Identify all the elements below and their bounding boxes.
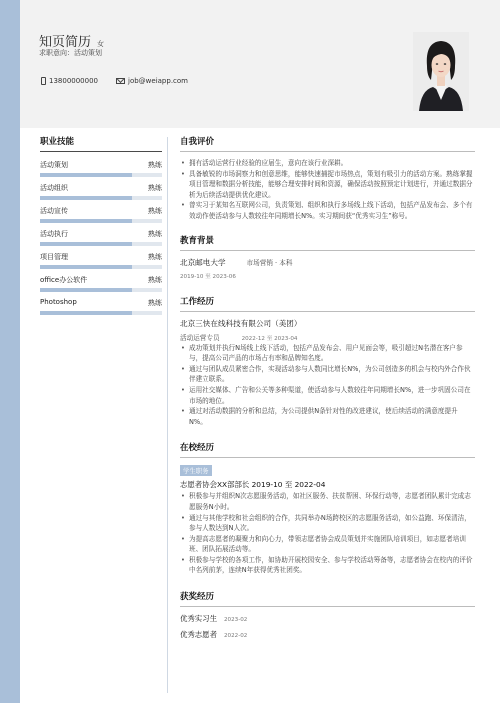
skill-name: 活动执行 [40, 230, 68, 238]
skill-item [40, 206, 162, 223]
award-name: 优秀志愿者 [180, 630, 217, 640]
award-date: 2023-02 [223, 617, 248, 624]
list-item: • 具备敏锐的市场洞察力和创意思维，能够快速捕捉市场热点，策划有吸引力的活动方案。熟练掌握项目管理和数据分析技能，能够合理安排时间和资源，确保活动按照预定计划进行，并通过数据分析为后续活动提供优化建议。 [180, 169, 475, 201]
skill-item [40, 229, 162, 246]
skill-bar-fill [40, 219, 132, 223]
award-date: 2022-02 [223, 633, 248, 640]
skill-bar [40, 219, 162, 223]
skill-bar-fill [40, 196, 132, 200]
education-line [180, 257, 475, 268]
skill-item [40, 183, 162, 200]
skill-item [40, 275, 162, 292]
job-intent: 求职意向：活动策划 [39, 49, 102, 57]
resume-header [20, 0, 500, 128]
award-item [180, 613, 475, 624]
position-tag: 学生职务 [180, 465, 212, 476]
skill-row [40, 160, 162, 170]
candidate-name: 知页简历 [39, 35, 92, 50]
right-column [180, 135, 475, 640]
work-section [180, 295, 475, 428]
skill-bar-fill [40, 173, 132, 177]
skill-row [40, 298, 162, 308]
skill-row [40, 206, 162, 216]
skill-bar [40, 311, 162, 315]
awards-section [180, 590, 475, 640]
skill-item [40, 160, 162, 177]
awards-title: 获奖经历 [180, 590, 475, 607]
list-item: • 成功策划并执行N场线上线下活动，包括产品发布会、用户见面会等，吸引超过N名潜在客户参与，提高公司产品的市场占有率和品牌知名度。 [180, 343, 475, 364]
list-item: • 通过与团队成员紧密合作，实现活动参与人数同比增长N%，为公司创造多的机会与校内外合作伙伴建立联系。 [180, 364, 475, 385]
self-eval-section [180, 135, 475, 222]
skill-row [40, 183, 162, 193]
skill-item [40, 298, 162, 315]
list-item: • 积极参与并组织N次志愿服务活动，如社区服务、扶贫帮困、环保行动等，志愿者团队累计完成志愿服务N小时。 [180, 491, 475, 512]
skill-name: 活动组织 [40, 184, 68, 192]
job-line [180, 332, 475, 342]
candidate-gender: 女 [97, 40, 105, 48]
portrait-illustration [413, 32, 469, 111]
list-item: • 通过与其他学校和社会组织的合作，共同举办N场跨校区的志愿服务活动，如公益跑、环保清洁，参与人数达到N人次。 [180, 513, 475, 534]
accent-bar [0, 0, 20, 703]
skill-bar [40, 288, 162, 292]
skill-level: 熟练 [148, 276, 162, 284]
company-name: 北京三快在线科技有限公司（美团） [180, 318, 302, 328]
skill-row [40, 252, 162, 262]
school-name: 北京邮电大学 [180, 257, 226, 267]
award-item [180, 629, 475, 640]
column-divider [167, 137, 168, 693]
skill-row [40, 229, 162, 239]
phone-icon [41, 77, 46, 85]
award-name: 优秀实习生 [180, 614, 217, 624]
education-title: 教育背景 [180, 234, 475, 251]
skill-row [40, 275, 162, 285]
job-dates: 2022-12 至 2023-04 [241, 335, 298, 342]
skill-name: 活动宣传 [40, 207, 68, 215]
skill-level: 熟练 [148, 207, 162, 215]
skill-bar-fill [40, 242, 132, 246]
skill-bar-fill [40, 311, 132, 315]
phone-contact [41, 77, 98, 85]
contact-info [41, 77, 188, 85]
skills-title: 职业技能 [40, 135, 162, 152]
left-column [40, 135, 162, 321]
skill-bar [40, 173, 162, 177]
email-address: job@weiapp.com [128, 77, 188, 85]
list-item: • 拥有活动运营行业经验的应届生，意向在该行业深耕。 [180, 158, 475, 169]
campus-section [180, 441, 475, 576]
campus-title: 在校经历 [180, 441, 475, 458]
skill-level: 熟练 [148, 161, 162, 169]
work-list [180, 343, 475, 428]
list-item: • 通过对活动数据的分析和总结，为公司提供N条针对性的改进建议，使后续活动的满意度提升N%。 [180, 406, 475, 427]
email-contact [116, 77, 188, 85]
skill-name: 项目管理 [40, 253, 68, 261]
list-item: • 为提高志愿者的凝聚力和向心力，带领志愿者协会成员策划并实施团队培训项目，如志愿者培训班、团队拓展活动等。 [180, 534, 475, 555]
skill-item [40, 252, 162, 269]
work-title: 工作经历 [180, 295, 475, 312]
list-item: • 曾实习于某知名互联网公司，负责策划、组织和执行多场线上线下活动，包括产品发布会、多个有效动作使活动参与人数较往年同期增长N%。实习期间获“优秀实习生”称号。 [180, 200, 475, 221]
skill-name: Photoshop [40, 298, 77, 306]
self-eval-list [180, 158, 475, 222]
list-item: • 运用社交媒体、广告和公关等多种渠道，使活动参与人数较往年同期增长N%，进一步巩固公司在市场的地位。 [180, 385, 475, 406]
list-item: • 积极参与学校的各项工作，如协助开展校园安全、参与学校活动筹备等，志愿者协会在校内的评价中名列前茅，连续N年获得优秀社团奖。 [180, 555, 475, 576]
skills-list [40, 160, 162, 315]
campus-org-line: 志愿者协会XX部部长 2019-10 至 2022-04 [180, 480, 326, 490]
campus-list [180, 491, 475, 576]
self-eval-title: 自我评价 [180, 135, 475, 152]
profile-photo [413, 32, 469, 111]
skill-bar-fill [40, 288, 132, 292]
mail-icon [116, 78, 125, 84]
job-role: 活动运营专员 [180, 333, 220, 342]
skill-bar-fill [40, 265, 132, 269]
skill-name: office办公软件 [40, 276, 88, 284]
skill-level: 熟练 [148, 299, 162, 307]
major: 市场营销 · 本科 [246, 258, 293, 267]
skill-level: 熟练 [148, 230, 162, 238]
skill-name: 活动策划 [40, 161, 68, 169]
skill-bar [40, 242, 162, 246]
phone-number: 13800000000 [49, 77, 98, 85]
education-section [180, 234, 475, 280]
skill-level: 熟练 [148, 184, 162, 192]
skill-level: 熟练 [148, 253, 162, 261]
skill-bar [40, 196, 162, 200]
skill-bar [40, 265, 162, 269]
education-dates: 2019-10 至 2023-06 [180, 273, 236, 280]
